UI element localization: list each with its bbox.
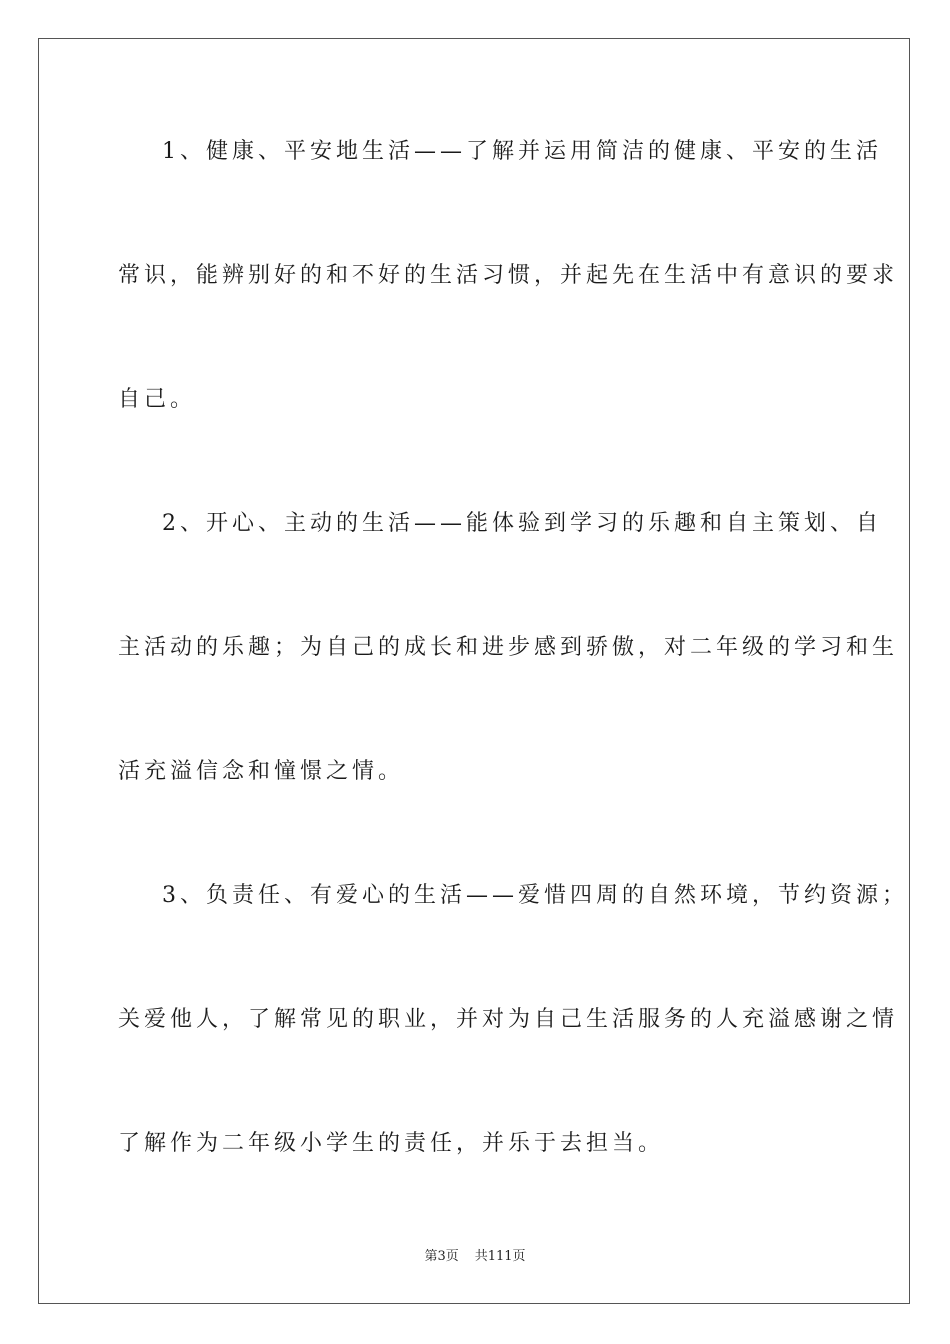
paragraph-3-line-2: 关爱他人，了解常见的职业，并对为自己生活服务的人充溢感谢之情 [118,1007,899,1032]
paragraph-2-line-2: 主活动的乐趣；为自己的成长和进步感到骄傲，对二年级的学习和生 [118,635,899,660]
paragraph-2-line-1: 2、开心、主动的生活——能体验到学习的乐趣和自主策划、自 [162,511,882,536]
paragraph-1-line-2: 常识，能辨别好的和不好的生活习惯，并起先在生活中有意识的要求 [118,263,899,288]
paragraph-1-line-1: 1、健康、平安地生活——了解并运用简洁的健康、平安的生活 [162,139,882,164]
paragraph-2-line-3: 活充溢信念和憧憬之情。 [118,759,405,784]
paragraph-3-line-1: 3、负责任、有爱心的生活——爱惜四周的自然环境，节约资源； [162,883,908,908]
paragraph-1-line-3: 自己。 [118,387,197,412]
paragraph-3-line-3: 了解作为二年级小学生的责任，并乐于去担当。 [118,1131,665,1156]
page-total: 共111页 [474,1249,526,1264]
page-frame [38,38,910,1304]
page-number: 第3页 [424,1249,459,1264]
page-footer [0,1248,950,1266]
